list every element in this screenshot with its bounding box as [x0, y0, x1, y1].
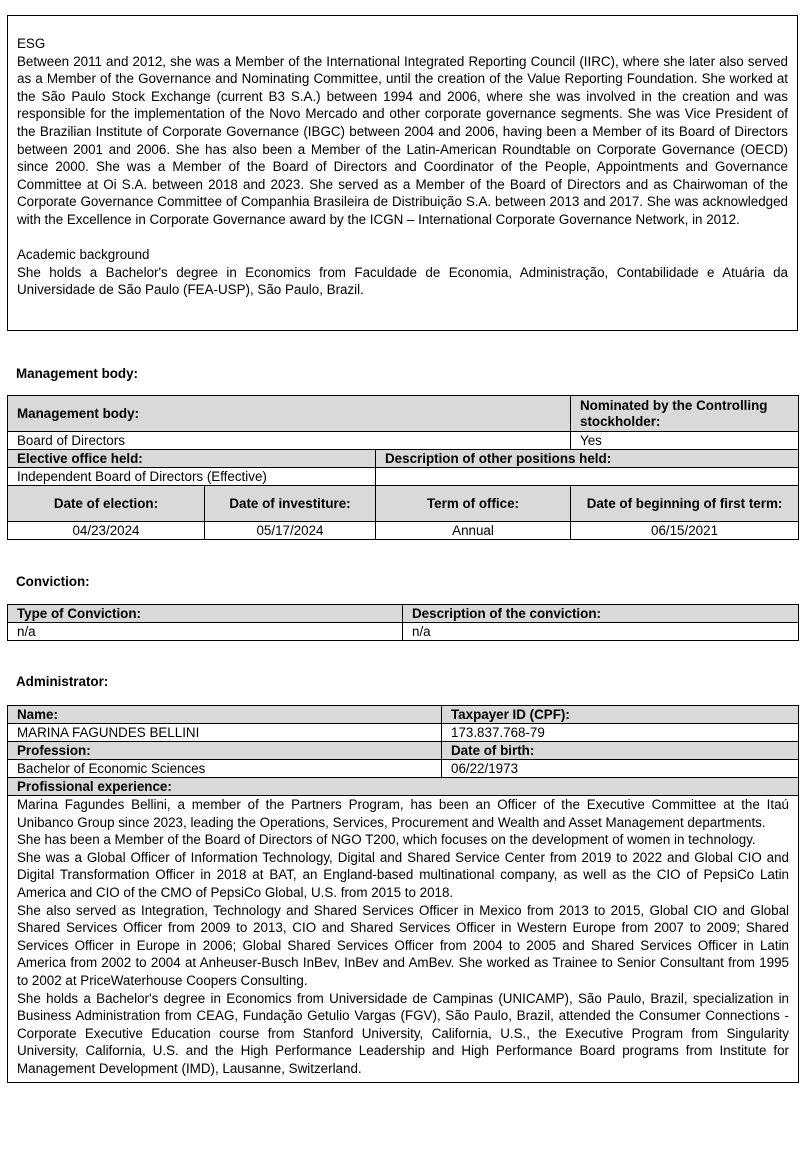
academic-paragraph: She holds a Bachelor's degree in Economics from Faculdade de Economia, Administração, Contabilidade e Atuária da Universidade de São Paulo (FEA-USP), São Paulo, Brazil.	[17, 264, 788, 298]
management-body-header: Management body:	[8, 396, 571, 432]
bio-paragraph: Between 2011 and 2012, she was a Member of the International Integrated Reporting Council (IIRC), where she later also served as a Member of the Governance and Nominating Committee, until the creation of the Value Reporting Foundation. She worked at the São Paulo Stock Exchange (current B3 S.A.) between 1994 and 2006, where she was involved in the creation and was responsible for the implementation of the Novo Mercado and other corporate governance segments. She was Vice President of the Brazilian Institute of Corporate Governance (IBGC) between 2004 and 2006, having been a Member of its Board of Directors between 2001 and 2006. She has also been a Member of the Latin-American Roundtable on Corporate Governance (OECD) since 2000. She was a Member of the Board of Directors and Coordinator of the People, Appointments and Governance Committee at Oi S.A. between 2018 and 2023. She served as a Member of the Board of Directors and as Chairwoman of the Corporate Governance Committee of Companhia Brasileira de Distribuição S.A. between 2013 and 2017. She was acknowledged with the Excellence in Corporate Governance award by the ICGN – International Corporate Governance Network, in 2012.	[17, 53, 788, 227]
bio-heading: ESG	[17, 36, 46, 51]
other-positions-header: Description of other positions held:	[376, 450, 799, 468]
experience-paragraph: She also served as Integration, Technology and Shared Services Officer in Mexico from 2013 to 2015, Global CIO and Global Shared Services Officer from 2009 to 2013, CIO and Shared Services Officer in Western Europe from 2007 to 2009; Shared Services Officer in Europe in 2006; Global Shared Services Officer from 2004 to 2005 and Shared Services Officer in Latin America from 2002 to 2004 at Anheuser-Busch InBev, InBev and AmBev. She worked as Trainee to Senior Consultant from 1995 to 2002 at PriceWaterhouse Coopers Consulting.	[17, 902, 789, 988]
other-positions-value	[376, 468, 799, 486]
term-header: Term of office:	[376, 486, 571, 522]
election-date-header: Date of election:	[8, 486, 205, 522]
experience-header: Profissional experience:	[8, 778, 799, 796]
birth-date-value: 06/22/1973	[442, 760, 799, 778]
administrator-section-title: Administrator:	[16, 674, 109, 689]
investiture-date-header: Date of investiture:	[205, 486, 376, 522]
conviction-section-title: Conviction:	[16, 574, 90, 589]
elective-office-value: Independent Board of Directors (Effective)	[8, 468, 376, 486]
conviction-description-value: n/a	[403, 623, 799, 641]
cpf-header: Taxpayer ID (CPF):	[442, 706, 799, 724]
profession-value: Bachelor of Economic Sciences	[8, 760, 442, 778]
management-body-value: Board of Directors	[8, 432, 571, 450]
management-body-table	[7, 395, 799, 540]
administrator-table	[7, 705, 799, 1083]
first-term-value: 06/15/2021	[571, 522, 799, 540]
cpf-value: 173.837.768-79	[442, 724, 799, 742]
elective-office-header: Elective office held:	[8, 450, 376, 468]
biography-box	[7, 15, 798, 331]
management-section-title: Management body:	[16, 366, 139, 381]
nominated-value: Yes	[571, 432, 799, 450]
nominated-header: Nominated by the Controlling stockholder:	[571, 396, 799, 432]
experience-content	[8, 796, 799, 1083]
conviction-description-header: Description of the conviction:	[403, 605, 799, 623]
first-term-header: Date of beginning of first term:	[571, 486, 799, 522]
term-value: Annual	[376, 522, 571, 540]
profession-header: Profession:	[8, 742, 442, 760]
name-header: Name:	[8, 706, 442, 724]
academic-heading: Academic background	[17, 247, 150, 263]
conviction-table	[7, 604, 799, 641]
name-value: MARINA FAGUNDES BELLINI	[8, 724, 442, 742]
investiture-date-value: 05/17/2024	[205, 522, 376, 540]
experience-paragraph: She has been a Member of the Board of Directors of NGO T200, which focuses on the development of women in technology.	[17, 832, 756, 848]
election-date-value: 04/23/2024	[8, 522, 205, 540]
experience-paragraph: She holds a Bachelor's degree in Economics from Universidade de Campinas (UNICAMP), São Paulo, Brazil, specialization in Business Administration from CEAG, Fundação Getulio Vargas (FGV), São Paulo, Brazil, attended the Consumer Connections - Corporate Executive Education course from Stanford University, California, U.S., the Executive Program from Singularity University, California, U.S. and the High Performance Leadership and High Performance Board programs from Institute for Management Development (IMD), Lausanne, Switzerland.	[17, 990, 789, 1076]
experience-paragraph: She was a Global Officer of Information Technology, Digital and Shared Service Center from 2019 to 2022 and Global CIO and Digital Transformation Officer in 2018 at BAT, an England-based multinational company, as well as the CIO of PepsiCo Latin America and CIO of the CMO of PepsiCo Global, U.S. from 2015 to 2018.	[17, 849, 789, 900]
experience-paragraph: Marina Fagundes Bellini, a member of the Partners Program, has been an Officer of the Executive Committee at the Itaú Unibanco Group since 2023, leading the Operations, Services, Procurement and Wealth and Asset Management departments.	[17, 797, 789, 830]
spacer	[17, 229, 788, 247]
birth-date-header: Date of birth:	[442, 742, 799, 760]
conviction-type-value: n/a	[8, 623, 403, 641]
conviction-type-header: Type of Conviction:	[8, 605, 403, 623]
